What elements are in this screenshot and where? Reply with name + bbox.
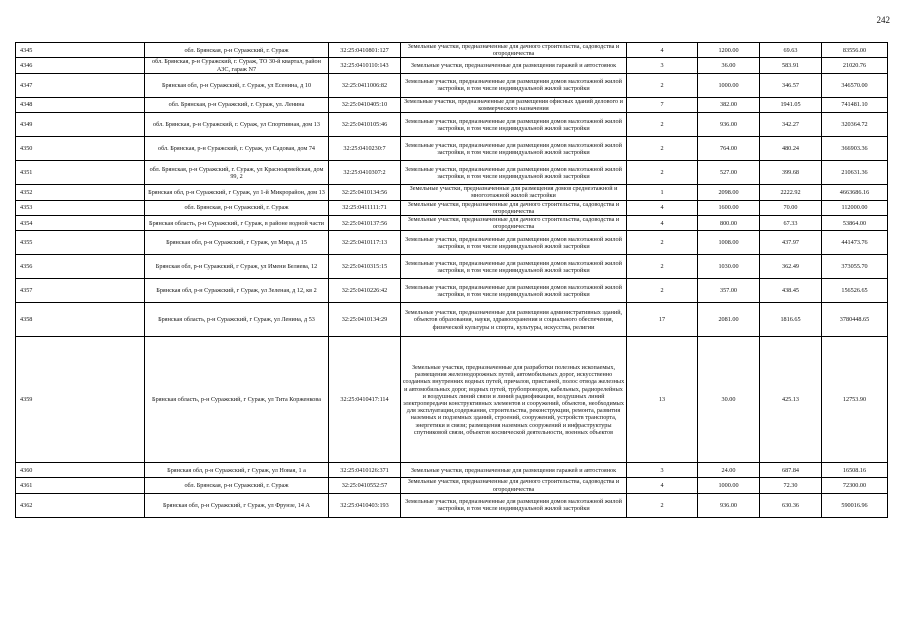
table-row bbox=[16, 231, 888, 255]
land-purpose-cell: Земельные участки, предназначенные для размещения гаражей и автостоянок bbox=[401, 58, 627, 73]
specific-value-cell: 346.57 bbox=[760, 73, 822, 97]
cadastral-value-cell: 21020.76 bbox=[822, 58, 888, 73]
land-purpose-cell: Земельные участки, предназначенные для размещения гаражей и автостоянок bbox=[401, 463, 627, 478]
specific-value-cell: 630.36 bbox=[760, 493, 822, 517]
specific-value-cell: 425.13 bbox=[760, 337, 822, 463]
address-cell: Брянская обл, р-н Суражский, г Сураж, ул Мира, д 15 bbox=[145, 231, 329, 255]
area-cell: 2081.00 bbox=[698, 303, 760, 337]
table-row bbox=[16, 161, 888, 185]
specific-value-cell: 399.68 bbox=[760, 161, 822, 185]
land-purpose-cell: Земельные участки, предназначенные для дачного строительства, садоводства и огородничества bbox=[401, 216, 627, 231]
area-cell: 1000.00 bbox=[698, 73, 760, 97]
row-id-cell: 4356 bbox=[16, 255, 145, 279]
table-row bbox=[16, 185, 888, 200]
cadastral-value-cell: 320364.72 bbox=[822, 113, 888, 137]
table-row bbox=[16, 137, 888, 161]
group-cell: 2 bbox=[627, 255, 698, 279]
address-cell: обл. Брянская, р-н Суражский, г. Сураж, ул. Ленина bbox=[145, 97, 329, 112]
group-cell: 17 bbox=[627, 303, 698, 337]
cadastral-value-cell: 83556.00 bbox=[822, 43, 888, 58]
area-cell: 527.00 bbox=[698, 161, 760, 185]
address-cell: Брянская обл, р-н Суражский, г Сураж, ул Фрунзе, 14 А bbox=[145, 493, 329, 517]
address-cell: Брянская область, р-н Суражский, г Сураж, ул Ленина, д 53 bbox=[145, 303, 329, 337]
cadastral-number-cell: 32:25:0410405:10 bbox=[329, 97, 401, 112]
land-purpose-cell: Земельные участки, предназначенные для размещения домов малоэтажной жилой застройки, в том числе индивидуальной жилой застройки bbox=[401, 73, 627, 97]
land-purpose-cell: Земельные участки, предназначенные для размещения офисных зданий делового и коммерческого назначения bbox=[401, 97, 627, 112]
table-row bbox=[16, 478, 888, 493]
cadastral-number-cell: 32:25:0410801:127 bbox=[329, 43, 401, 58]
area-cell: 30.00 bbox=[698, 337, 760, 463]
cadastral-number-cell: 32:25:0410110:143 bbox=[329, 58, 401, 73]
cadastral-number-cell: 32:25:0411006:82 bbox=[329, 73, 401, 97]
specific-value-cell: 362.49 bbox=[760, 255, 822, 279]
specific-value-cell: 72.30 bbox=[760, 478, 822, 493]
cadastral-number-cell: 32:25:0410137:56 bbox=[329, 216, 401, 231]
area-cell: 1200.00 bbox=[698, 43, 760, 58]
specific-value-cell: 67.33 bbox=[760, 216, 822, 231]
address-cell: Брянская обл, р-н Суражский, г Сураж, ул Зеленая, д 12, кв 2 bbox=[145, 279, 329, 303]
row-id-cell: 4351 bbox=[16, 161, 145, 185]
cadastral-value-cell: 741481.10 bbox=[822, 97, 888, 112]
specific-value-cell: 583.91 bbox=[760, 58, 822, 73]
row-id-cell: 4359 bbox=[16, 337, 145, 463]
cadastral-number-cell: 32:25:0410315:15 bbox=[329, 255, 401, 279]
specific-value-cell: 342.27 bbox=[760, 113, 822, 137]
specific-value-cell: 1816.65 bbox=[760, 303, 822, 337]
group-cell: 3 bbox=[627, 58, 698, 73]
group-cell: 2 bbox=[627, 231, 698, 255]
land-plots-table bbox=[15, 42, 888, 518]
cadastral-value-cell: 366903.36 bbox=[822, 137, 888, 161]
table-row bbox=[16, 255, 888, 279]
table-row bbox=[16, 337, 888, 463]
group-cell: 1 bbox=[627, 185, 698, 200]
land-purpose-cell: Земельные участки, предназначенные для дачного строительства, садоводства и огородничества bbox=[401, 200, 627, 215]
group-cell: 4 bbox=[627, 200, 698, 215]
row-id-cell: 4352 bbox=[16, 185, 145, 200]
group-cell: 7 bbox=[627, 97, 698, 112]
table-row bbox=[16, 73, 888, 97]
area-cell: 1600.00 bbox=[698, 200, 760, 215]
cadastral-value-cell: 72300.00 bbox=[822, 478, 888, 493]
area-cell: 2098.00 bbox=[698, 185, 760, 200]
address-cell: обл. Брянская, р-н Суражский, г. Сураж, ул Садовая, дом 74 bbox=[145, 137, 329, 161]
specific-value-cell: 2222.92 bbox=[760, 185, 822, 200]
land-purpose-cell: Земельные участки, предназначенные для размещения домов малоэтажной жилой застройки, в том числе индивидуальной жилой застройки bbox=[401, 255, 627, 279]
specific-value-cell: 438.45 bbox=[760, 279, 822, 303]
row-id-cell: 4360 bbox=[16, 463, 145, 478]
area-cell: 936.00 bbox=[698, 493, 760, 517]
address-cell: Брянская обл, р-н Суражский, г Сураж, ул 1-й Микрорайон, дом 13 bbox=[145, 185, 329, 200]
group-cell: 2 bbox=[627, 73, 698, 97]
row-id-cell: 4355 bbox=[16, 231, 145, 255]
table-row bbox=[16, 463, 888, 478]
cadastral-number-cell: 32:25:0410417:114 bbox=[329, 337, 401, 463]
specific-value-cell: 70.00 bbox=[760, 200, 822, 215]
row-id-cell: 4353 bbox=[16, 200, 145, 215]
group-cell: 2 bbox=[627, 279, 698, 303]
row-id-cell: 4348 bbox=[16, 97, 145, 112]
address-cell: Брянская обл, р-н Суражский, г Сураж, ул Новая, 1 а bbox=[145, 463, 329, 478]
cadastral-value-cell: 16508.16 bbox=[822, 463, 888, 478]
cadastral-number-cell: 32:25:0410134:56 bbox=[329, 185, 401, 200]
cadastral-value-cell: 346570.00 bbox=[822, 73, 888, 97]
land-purpose-cell: Земельные участки, предназначенные для разработки полезных ископаемых, размещения железнодорожных путей, автомобильных дорог, искусственно созданных внутренних водных путей, причалов, пристаней, полос отвода железных и автомобильных дорог, водных путей, трубопроводов, кабельных, радиорелейных и воздушных линий связи и линий радиофикации, воздушных линий электропередачи конструктивных элементов и сооружений, объектов, необходимых для эксплуатации,содержания, строительства, реконструкции, ремонта, развития наземных и подземных зданий, строений, сооружений, устройств транспорта, энергетики и связи; размещения наземных сооружений и инфраструктуры спутниковой связи, объектов космической деятельности, военных объектов bbox=[401, 337, 627, 463]
group-cell: 2 bbox=[627, 137, 698, 161]
area-cell: 936.00 bbox=[698, 113, 760, 137]
area-cell: 36.00 bbox=[698, 58, 760, 73]
row-id-cell: 4349 bbox=[16, 113, 145, 137]
table-row bbox=[16, 493, 888, 517]
specific-value-cell: 687.84 bbox=[760, 463, 822, 478]
address-cell: обл. Брянская, р-н Суражский, г. Сураж bbox=[145, 478, 329, 493]
cadastral-value-cell: 12753.90 bbox=[822, 337, 888, 463]
area-cell: 382.00 bbox=[698, 97, 760, 112]
group-cell: 3 bbox=[627, 463, 698, 478]
land-purpose-cell: Земельные участки, предназначенные для размещения домов малоэтажной жилой застройки, в том числе индивидуальной жилой застройки bbox=[401, 113, 627, 137]
row-id-cell: 4357 bbox=[16, 279, 145, 303]
area-cell: 1000.00 bbox=[698, 478, 760, 493]
cadastral-number-cell: 32:25:0410105:46 bbox=[329, 113, 401, 137]
area-cell: 357.00 bbox=[698, 279, 760, 303]
land-purpose-cell: Земельные участки, предназначенные для размещения домов малоэтажной жилой застройки, в том числе индивидуальной жилой застройки bbox=[401, 161, 627, 185]
cadastral-value-cell: 112000.00 bbox=[822, 200, 888, 215]
cadastral-number-cell: 32:25:0410134:29 bbox=[329, 303, 401, 337]
address-cell: Брянская обл, р-н Суражский, г Сураж, ул Имени Беляева, 12 bbox=[145, 255, 329, 279]
row-id-cell: 4354 bbox=[16, 216, 145, 231]
table-row bbox=[16, 97, 888, 112]
cadastral-value-cell: 441473.76 bbox=[822, 231, 888, 255]
cadastral-value-cell: 4663686.16 bbox=[822, 185, 888, 200]
cadastral-number-cell: 32:25:0410230:7 bbox=[329, 137, 401, 161]
row-id-cell: 4350 bbox=[16, 137, 145, 161]
land-purpose-cell: Земельные участки, предназначенные для размещения домов малоэтажной жилой застройки, в том числе индивидуальной жилой застройки bbox=[401, 279, 627, 303]
land-purpose-cell: Земельные участки, предназначенные для дачного строительства, садоводства и огородничества bbox=[401, 43, 627, 58]
table-row bbox=[16, 216, 888, 231]
table-row bbox=[16, 279, 888, 303]
address-cell: Брянская область, р-н Суражский, г Сураж, ул Тита Корженкова bbox=[145, 337, 329, 463]
group-cell: 13 bbox=[627, 337, 698, 463]
address-cell: обл. Брянская, р-н Суражский, г. Сураж bbox=[145, 43, 329, 58]
group-cell: 4 bbox=[627, 478, 698, 493]
address-cell: обл. Брянская, р-н Суражский, г. Сураж, ул Красноармейская, дом 99, 2 bbox=[145, 161, 329, 185]
cadastral-value-cell: 3780448.65 bbox=[822, 303, 888, 337]
address-cell: обл. Брянская, р-н Суражский, г. Сураж, ТО 30-й квартал, район АЗС, гараж N7 bbox=[145, 58, 329, 73]
group-cell: 2 bbox=[627, 493, 698, 517]
land-purpose-cell: Земельные участки, предназначенные для размещения домов малоэтажной жилой застройки, в том числе индивидуальной жилой застройки bbox=[401, 231, 627, 255]
area-cell: 1008.00 bbox=[698, 231, 760, 255]
cadastral-value-cell: 373055.70 bbox=[822, 255, 888, 279]
cadastral-value-cell: 156526.65 bbox=[822, 279, 888, 303]
area-cell: 764.00 bbox=[698, 137, 760, 161]
group-cell: 4 bbox=[627, 216, 698, 231]
cadastral-number-cell: 32:25:0410307:2 bbox=[329, 161, 401, 185]
area-cell: 800.00 bbox=[698, 216, 760, 231]
area-cell: 1030.00 bbox=[698, 255, 760, 279]
row-id-cell: 4347 bbox=[16, 73, 145, 97]
address-cell: Брянская область, р-н Суражский, г Сураж, в районе водной части bbox=[145, 216, 329, 231]
table-row bbox=[16, 303, 888, 337]
table-row bbox=[16, 43, 888, 58]
cadastral-number-cell: 32:25:0411111:71 bbox=[329, 200, 401, 215]
row-id-cell: 4345 bbox=[16, 43, 145, 58]
table-row bbox=[16, 58, 888, 73]
specific-value-cell: 437.97 bbox=[760, 231, 822, 255]
cadastral-number-cell: 32:25:0410403:193 bbox=[329, 493, 401, 517]
row-id-cell: 4358 bbox=[16, 303, 145, 337]
cadastral-number-cell: 32:25:0410126:371 bbox=[329, 463, 401, 478]
cadastral-value-cell: 590016.96 bbox=[822, 493, 888, 517]
cadastral-value-cell: 53864.00 bbox=[822, 216, 888, 231]
address-cell: обл. Брянская, р-н Суражский, г. Сураж bbox=[145, 200, 329, 215]
specific-value-cell: 480.24 bbox=[760, 137, 822, 161]
group-cell: 4 bbox=[627, 43, 698, 58]
land-purpose-cell: Земельные участки, предназначенные для дачного строительства, садоводства и огородничества bbox=[401, 478, 627, 493]
land-purpose-cell: Земельные участки, предназначенные для размещения административных зданий, объектов образования, науки, здравоохранения и социального обеспечения, физической культуры и спорта, культуры, искусства, религии bbox=[401, 303, 627, 337]
specific-value-cell: 69.63 bbox=[760, 43, 822, 58]
table-row bbox=[16, 113, 888, 137]
group-cell: 2 bbox=[627, 161, 698, 185]
address-cell: Брянская обл, р-н Суражский, г. Сураж, ул Есенина, д 10 bbox=[145, 73, 329, 97]
table-row bbox=[16, 200, 888, 215]
specific-value-cell: 1941.05 bbox=[760, 97, 822, 112]
cadastral-number-cell: 32:25:0410117:13 bbox=[329, 231, 401, 255]
area-cell: 24.00 bbox=[698, 463, 760, 478]
group-cell: 2 bbox=[627, 113, 698, 137]
cadastral-value-cell: 210631.36 bbox=[822, 161, 888, 185]
page-number: 242 bbox=[876, 15, 890, 25]
land-purpose-cell: Земельные участки, предназначенные для размещения домов среднеэтажной и многоэтажной жилой застройки bbox=[401, 185, 627, 200]
land-purpose-cell: Земельные участки, предназначенные для размещения домов малоэтажной жилой застройки, в том числе индивидуальной жилой застройки bbox=[401, 493, 627, 517]
row-id-cell: 4346 bbox=[16, 58, 145, 73]
row-id-cell: 4362 bbox=[16, 493, 145, 517]
row-id-cell: 4361 bbox=[16, 478, 145, 493]
cadastral-number-cell: 32:25:0410552:57 bbox=[329, 478, 401, 493]
cadastral-number-cell: 32:25:0410226:42 bbox=[329, 279, 401, 303]
address-cell: обл. Брянская, р-н Суражский, г. Сураж, ул Спортивная, дом 13 bbox=[145, 113, 329, 137]
land-purpose-cell: Земельные участки, предназначенные для размещения домов малоэтажной жилой застройки, в том числе индивидуальной жилой застройки bbox=[401, 137, 627, 161]
